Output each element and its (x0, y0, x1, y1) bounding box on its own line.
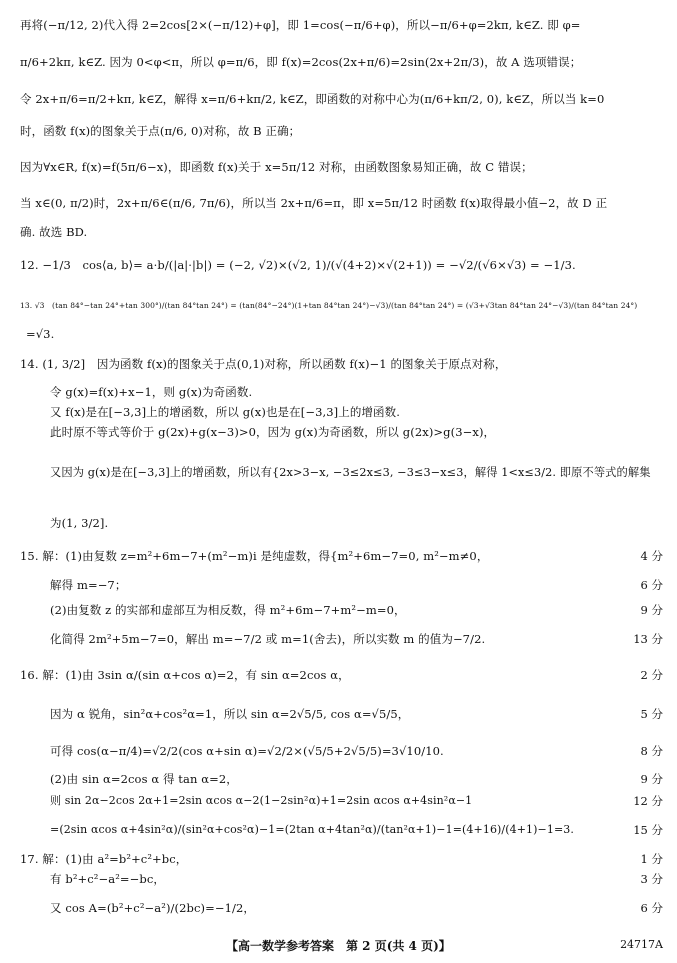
document-code: 24717A (620, 938, 663, 951)
sol14-line1: 14. (1, 3/2] 因为函数 f(x)的图象关于点(0,1)对称，所以函数 f(x)−1 的图象关于原点对称， (20, 357, 507, 371)
sol15-score4: 13 分 (633, 632, 663, 646)
sol13-line1: 13. √3 (tan 84°−tan 24°+tan 300°)/(tan 84°tan 24°) = (tan(84°−24°)(1+tan 84°tan 24°)−√3)/(tan 84°tan 24°) = (√3+√3tan 84°tan 24°−√3)/(tan 84°tan 24°) (20, 301, 638, 310)
sol16-score5: 12 分 (633, 794, 663, 808)
sol16-line4: (2)由 sin α=2cos α 得 tan α=2， (50, 772, 238, 786)
sol16-line6: =(2sin αcos α+4sin²α)/(sin²α+cos²α)−1=(2tan α+4tan²α)/(tan²α+1)−1=(4+16)/(4+1)−1=3. (50, 823, 574, 836)
sol11-line7: 确. 故选 BD. (20, 225, 88, 239)
sol16-line5: 则 sin 2α−2cos 2α+1=2sin αcos α−2(1−2sin²α)+1=2sin αcos α+4sin²α−1 (50, 794, 473, 807)
sol16-score1: 2 分 (640, 668, 663, 682)
sol14-line6: 为(1, 3/2]. (50, 516, 109, 530)
sol11-line4: 时，函数 f(x)的图象关于点(π/6, 0)对称，故 B 正确； (20, 124, 301, 138)
sol15-score1: 4 分 (640, 549, 663, 563)
sol16-line3: 可得 cos(α−π/4)=√2/2(cos α+sin α)=√2/2×(√5/5+2√5/5)=3√10/10. (50, 744, 444, 758)
sol15-line2: 解得 m=−7； (50, 578, 127, 592)
sol16-score3: 8 分 (640, 744, 663, 758)
sol16-line2: 因为 α 锐角，sin²α+cos²α=1，所以 sin α=2√5/5, cos α=√5/5， (50, 707, 410, 721)
sol16-score4: 9 分 (640, 772, 663, 786)
sol15-line1: 15. 解：(1)由复数 z=m²+6m−7+(m²−m)i 是纯虚数，得{m²+6m−7=0, m²−m≠0， (20, 549, 489, 563)
sol11-line5: 因为∀x∈R, f(x)=f(5π/6−x)，即函数 f(x)关于 x=5π/12 对称，由函数图象易知正确，故 C 错误； (20, 160, 533, 174)
sol17-score2: 3 分 (640, 872, 663, 886)
sol17-line3: 又 cos A=(b²+c²−a²)/(2bc)=−1/2， (50, 901, 255, 915)
sol16-score6: 15 分 (633, 823, 663, 837)
sol16-score2: 5 分 (640, 707, 663, 721)
sol17-line1: 17. 解：(1)由 a²=b²+c²+bc， (20, 852, 188, 866)
sol15-line4: 化简得 2m²+5m−7=0，解出 m=−7/2 或 m=1(舍去)，所以实数 m 的值为−7/2. (50, 632, 486, 646)
sol15-score3: 9 分 (640, 603, 663, 617)
sol11-line2: π/6+2kπ, k∈Z. 因为 0<φ<π，所以 φ=π/6，即 f(x)=2cos(2x+π/6)=2sin(2x+2π/3)，故 A 选项错误； (20, 55, 582, 69)
page-footer: 【高一数学参考答案 第 2 页(共 4 页)】 (226, 939, 451, 953)
sol11-line3: 令 2x+π/6=π/2+kπ, k∈Z，解得 x=π/6+kπ/2, k∈Z，即函数的对称中心为(π/6+kπ/2, 0), k∈Z，所以当 k=0 (20, 92, 605, 106)
sol12-line1: 12. −1/3 cos⟨a, b⟩= a·b/(|a|·|b|) = (−2, √2)×(√2, 1)/(√(4+2)×√(2+1)) = −√2/(√6×√3) = −1/3. (20, 258, 576, 272)
sol17-line2: 有 b²+c²−a²=−bc， (50, 872, 165, 886)
sol14-line2: 令 g(x)=f(x)+x−1，则 g(x)为奇函数. (50, 385, 253, 399)
sol15-line3: (2)由复数 z 的实部和虚部互为相反数，得 m²+6m−7+m²−m=0， (50, 603, 406, 617)
sol11-line1: 再将(−π/12, 2)代入得 2=2cos[2×(−π/12)+φ]，即 1=cos(−π/6+φ)，所以−π/6+φ=2kπ, k∈Z. 即 φ= (20, 18, 581, 32)
sol14-line4: 此时原不等式等价于 g(2x)+g(x−3)>0，因为 g(x)为奇函数，所以 g(2x)>g(3−x)， (50, 425, 496, 439)
sol14-line3: 又 f(x)是在[−3,3]上的增函数，所以 g(x)也是在[−3,3]上的增函数. (50, 405, 400, 419)
sol13-line2: =√3. (26, 327, 55, 341)
sol15-score2: 6 分 (640, 578, 663, 592)
sol17-score1: 1 分 (640, 852, 663, 866)
sol16-line1: 16. 解：(1)由 3sin α/(sin α+cos α)=2，有 sin α=2cos α， (20, 668, 350, 682)
sol17-score3: 6 分 (640, 901, 663, 915)
sol14-line5: 又因为 g(x)是在[−3,3]上的增函数，所以有{2x>3−x, −3≤2x≤3, −3≤3−x≤3，解得 1<x≤3/2. 即原不等式的解集 (50, 466, 651, 479)
sol11-line6: 当 x∈(0, π/2)时，2x+π/6∈(π/6, 7π/6)，所以当 2x+π/6=π，即 x=5π/12 时函数 f(x)取得最小值−2，故 D 正 (20, 196, 608, 210)
